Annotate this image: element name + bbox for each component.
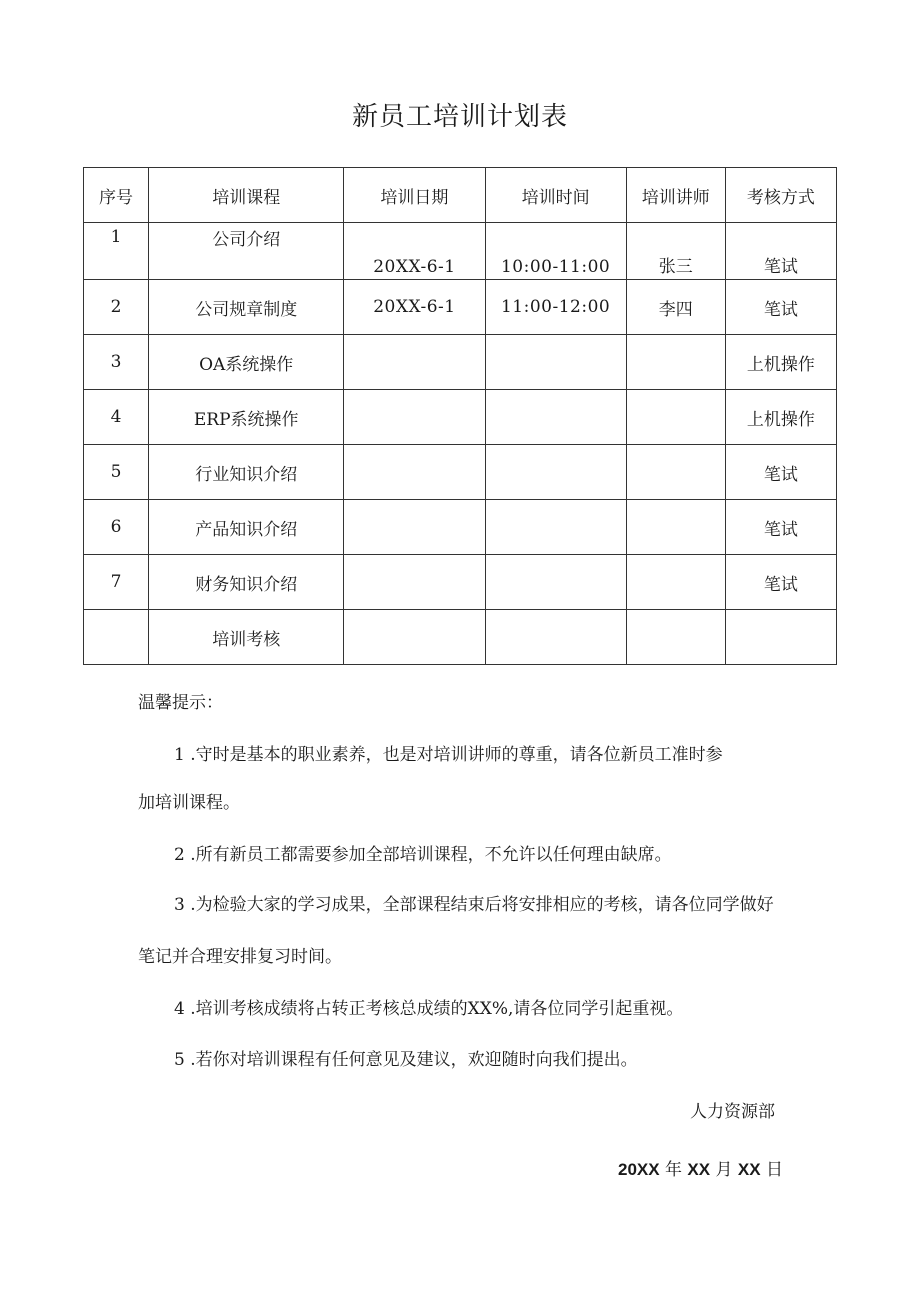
cell-index: 3 — [84, 335, 149, 390]
cell-date: 20XX-6-1 — [344, 223, 485, 280]
cell-lecturer — [626, 555, 725, 610]
cell-index-text: 1 — [110, 227, 122, 247]
header-course: 培训课程 — [149, 168, 344, 223]
cell-assessment: 笔试 — [725, 223, 836, 280]
cell-time — [485, 390, 626, 445]
page-title: 新员工培训计划表 — [351, 102, 568, 132]
cell-index — [84, 610, 149, 665]
cell-assessment: 上机操作 — [725, 390, 836, 445]
cell-date — [344, 555, 485, 610]
table-row — [84, 335, 837, 390]
cell-index: 4 — [84, 390, 149, 445]
cell-assessment: 笔试 — [725, 280, 836, 335]
cell-course-text: 公司介绍 — [212, 229, 281, 250]
header-date: 培训日期 — [344, 168, 485, 223]
tip-line: 1 .守时是基本的职业素养，也是对培训讲师的尊重，请各位新员工准时参 — [174, 745, 723, 765]
cell-course: ERP系统操作 — [149, 390, 344, 445]
table-row — [84, 500, 837, 555]
cell-index: 2 — [84, 280, 149, 335]
cell-time — [485, 500, 626, 555]
date-day: XX — [737, 1160, 761, 1179]
cell-lecturer — [626, 500, 725, 555]
header-lecturer: 培训讲师 — [626, 168, 725, 223]
cell-time — [485, 335, 626, 390]
cell-date — [344, 390, 485, 445]
cell-lecturer — [626, 335, 725, 390]
cell-date: 20XX-6-1 — [344, 280, 485, 335]
cell-lecturer: 张三 — [626, 223, 725, 280]
header-time: 培训时间 — [485, 168, 626, 223]
cell-lecturer: 李四 — [626, 280, 725, 335]
cell-assessment: 笔试 — [725, 555, 836, 610]
tip-line: 5 .若你对培训课程有任何意见及建议，欢迎随时向我们提出。 — [174, 1050, 638, 1070]
tip-line: 笔记并合理安排复习时间。 — [138, 947, 342, 967]
tip-line: 2 .所有新员工都需要参加全部培训课程，不允许以任何理由缺席。 — [174, 845, 672, 865]
table-row — [84, 555, 837, 610]
cell-index: 6 — [84, 500, 149, 555]
cell-lecturer — [626, 390, 725, 445]
date-month: XX — [687, 1160, 711, 1179]
table-row — [84, 223, 837, 280]
cell-date — [344, 335, 485, 390]
cell-index — [84, 223, 149, 280]
cell-lecturer — [626, 445, 725, 500]
tip-line: 4 .培训考核成绩将占转正考核总成绩的XX%,请各位同学引起重视。 — [174, 999, 684, 1019]
cell-course: 财务知识介绍 — [149, 555, 344, 610]
header-assessment: 考核方式 — [725, 168, 836, 223]
date-year-suffix: 年 — [665, 1160, 682, 1180]
tip-line: 3 .为检验大家的学习成果，全部课程结束后将安排相应的考核，请各位同学做好 — [174, 895, 774, 915]
tip-line: 加培训课程。 — [138, 793, 240, 813]
cell-time: 11:00-12:00 — [485, 280, 626, 335]
cell-assessment — [725, 610, 836, 665]
table-row — [84, 445, 837, 500]
cell-course: 行业知识介绍 — [149, 445, 344, 500]
cell-date — [344, 610, 485, 665]
cell-course: 培训考核 — [149, 610, 344, 665]
training-plan-table — [83, 167, 837, 665]
date-year: 20XX — [618, 1160, 660, 1179]
cell-assessment: 上机操作 — [725, 335, 836, 390]
cell-assessment: 笔试 — [725, 500, 836, 555]
cell-assessment: 笔试 — [725, 445, 836, 500]
cell-date — [344, 500, 485, 555]
header-index: 序号 — [84, 168, 149, 223]
cell-index: 5 — [84, 445, 149, 500]
table-header-row — [84, 168, 837, 223]
cell-index: 7 — [84, 555, 149, 610]
cell-time — [485, 555, 626, 610]
cell-time — [485, 445, 626, 500]
cell-course: 公司规章制度 — [149, 280, 344, 335]
cell-course — [149, 223, 344, 280]
table-row — [84, 390, 837, 445]
tips-heading: 温馨提示： — [138, 693, 223, 713]
cell-time: 10:00-11:00 — [485, 223, 626, 280]
cell-course: OA系统操作 — [149, 335, 344, 390]
cell-course: 产品知识介绍 — [149, 500, 344, 555]
table-row — [84, 610, 837, 665]
signature-department: 人力资源部 — [690, 1102, 775, 1122]
cell-lecturer — [626, 610, 725, 665]
cell-date — [344, 445, 485, 500]
table-row — [84, 280, 837, 335]
date-day-suffix: 日 — [766, 1160, 783, 1180]
cell-time — [485, 610, 626, 665]
signature-date — [618, 1155, 783, 1180]
date-month-suffix: 月 — [715, 1160, 733, 1180]
